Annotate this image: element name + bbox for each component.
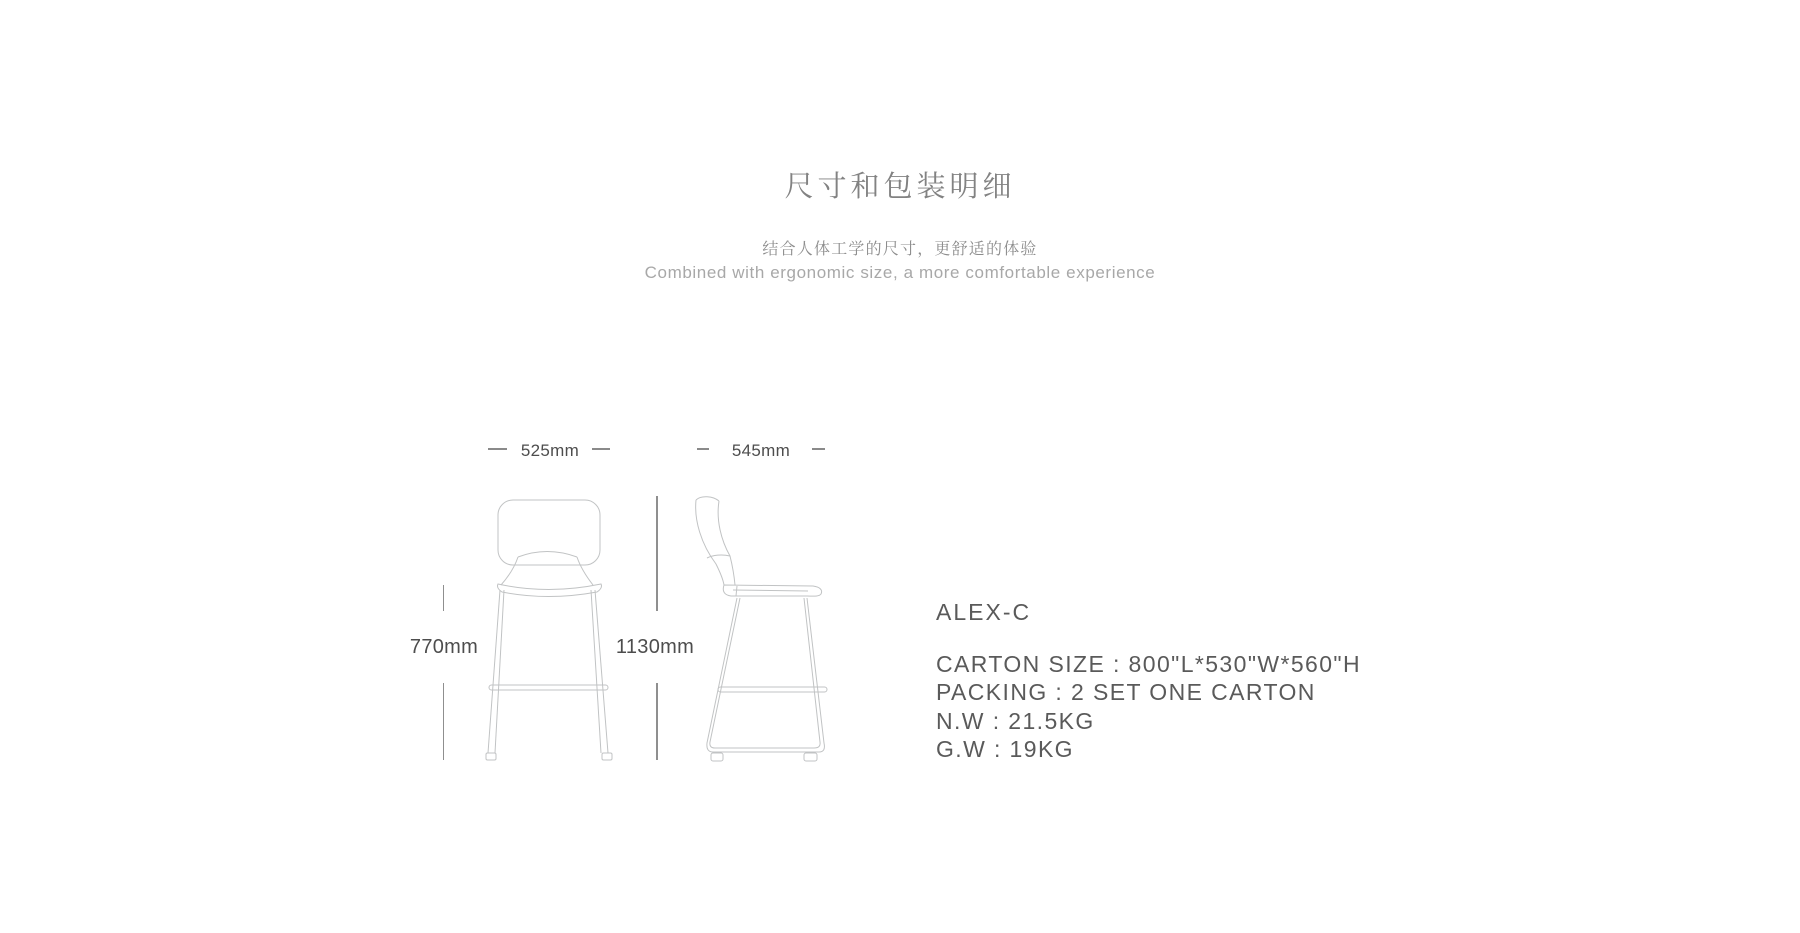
backrest-outline [696,497,719,501]
packing-line: PACKING : 2 SET ONE CARTON [936,679,1316,706]
dimension-tick [812,448,825,450]
carton-size-line: CARTON SIZE : 800"L*530"W*560"H [936,651,1361,677]
dimension-tick [592,448,610,450]
backrest-outline [696,500,724,585]
chair-leg [595,590,608,753]
footrest-bar [718,687,827,692]
chair-leg [495,590,504,753]
subtitle-english: Combined with ergonomic size, a more comfortable experience [644,263,1156,282]
product-model: ALEX-C [936,599,1032,625]
foot-glide [602,753,612,760]
dimension-tick [697,448,709,450]
total-height-dimension-line [656,683,658,760]
net-weight-line: N.W : 21.5KG [936,707,1095,734]
foot-glide [804,753,817,761]
subtitle-chinese: 结合人体工学的尺寸，更舒适的体验 [762,241,1038,258]
seat-height-dimension-line [443,585,445,611]
packing-specs [936,650,1361,764]
footrest-bar [489,685,608,690]
backrest-outline [498,500,600,565]
foot-glide [711,753,723,761]
chair-side-view-drawing [693,494,835,766]
foot-glide [486,753,496,760]
page-title: 尺寸和包装明细 [784,171,1016,203]
lumbar-support [518,552,577,558]
lumbar-support [577,557,593,585]
gross-weight-line: G.W : 19KG [936,736,1074,763]
sled-base [710,598,820,748]
total-height-dimension-line [656,496,658,611]
side-depth-label: 545mm [731,441,791,460]
seat-height-label: 770mm [409,636,479,658]
chair-front-view-drawing [485,496,615,764]
chair-leg [591,590,601,753]
total-height-label: 1130mm [615,636,695,658]
seat-height-dimension-line [443,683,445,760]
chair-leg [488,590,500,753]
seat-edge [733,590,808,591]
seat [498,584,602,597]
front-width-label: 525mm [520,441,580,460]
seat-bracket [736,586,737,596]
backrest-outline [718,501,735,585]
dimension-tick [488,448,507,450]
